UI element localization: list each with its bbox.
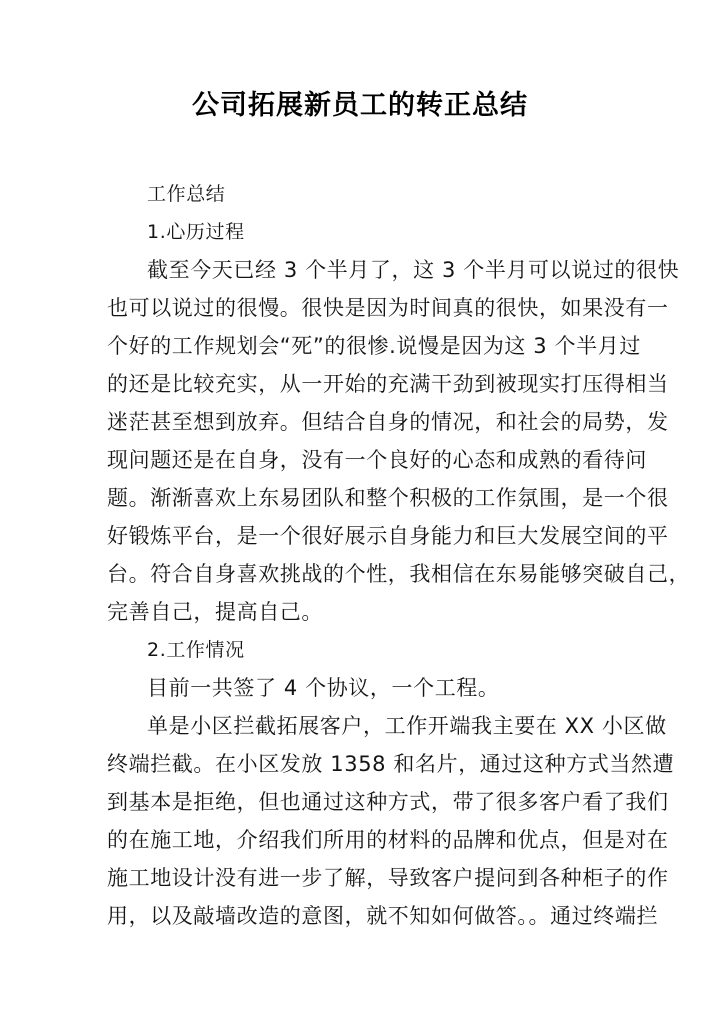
paragraph-line: 也可以说过的很慢。很快是因为时间真的很快，如果没有一	[107, 296, 669, 320]
paragraph-line: 到基本是拒绝，但也通过这种方式，带了很多客户看了我们	[107, 790, 669, 814]
paragraph-line: 的还是比较充实，从一开始的充满干劲到被现实打压得相当	[107, 372, 669, 396]
document-body	[107, 175, 691, 935]
paragraph-line: 题。渐渐喜欢上东易团队和整个积极的工作氛围，是一个很	[107, 486, 669, 510]
paragraph-line: 用，以及敲墙改造的意图，就不知如何做答。。通过终端拦	[107, 904, 659, 928]
paragraph-line: 完善自己，提高自己。	[107, 600, 323, 624]
paragraph-line: 目前一共签了 4 个协议，一个工程。	[147, 676, 500, 700]
paragraph-line: 现问题还是在自身，没有一个良好的心态和成熟的看待问	[107, 448, 647, 472]
section-heading: 2.工作情况	[147, 639, 245, 661]
paragraph-line: 终端拦截。在小区发放 1358 和名片，通过这种方式当然遭	[107, 752, 675, 776]
paragraph-line: 台。符合自身喜欢挑战的个性，我相信在东易能够突破自己，	[107, 562, 691, 586]
section-heading: 工作总结	[147, 183, 226, 205]
paragraph-line: 单是小区拦截拓展客户，工作开端我主要在 XX 小区做	[147, 714, 667, 738]
document-title: 公司拓展新员工的转正总结	[192, 90, 528, 121]
paragraph-line: 迷茫甚至想到放弃。但结合自身的情况，和社会的局势，发	[107, 410, 669, 434]
paragraph-line: 施工地设计没有进一步了解，导致客户提问到各种柜子的作	[107, 866, 669, 890]
paragraph-line: 的在施工地，介绍我们所用的材料的品牌和优点，但是对在	[107, 828, 669, 852]
paragraph-line: 好锻炼平台，是一个很好展示自身能力和巨大发展空间的平	[107, 524, 669, 548]
section-heading: 1.心历过程	[147, 221, 245, 243]
paragraph-line: 个好的工作规划会“死”的很惨.说慢是因为这 3 个半月过	[107, 334, 641, 358]
paragraph-line: 截至今天已经 3 个半月了，这 3 个半月可以说过的很快	[147, 258, 680, 282]
